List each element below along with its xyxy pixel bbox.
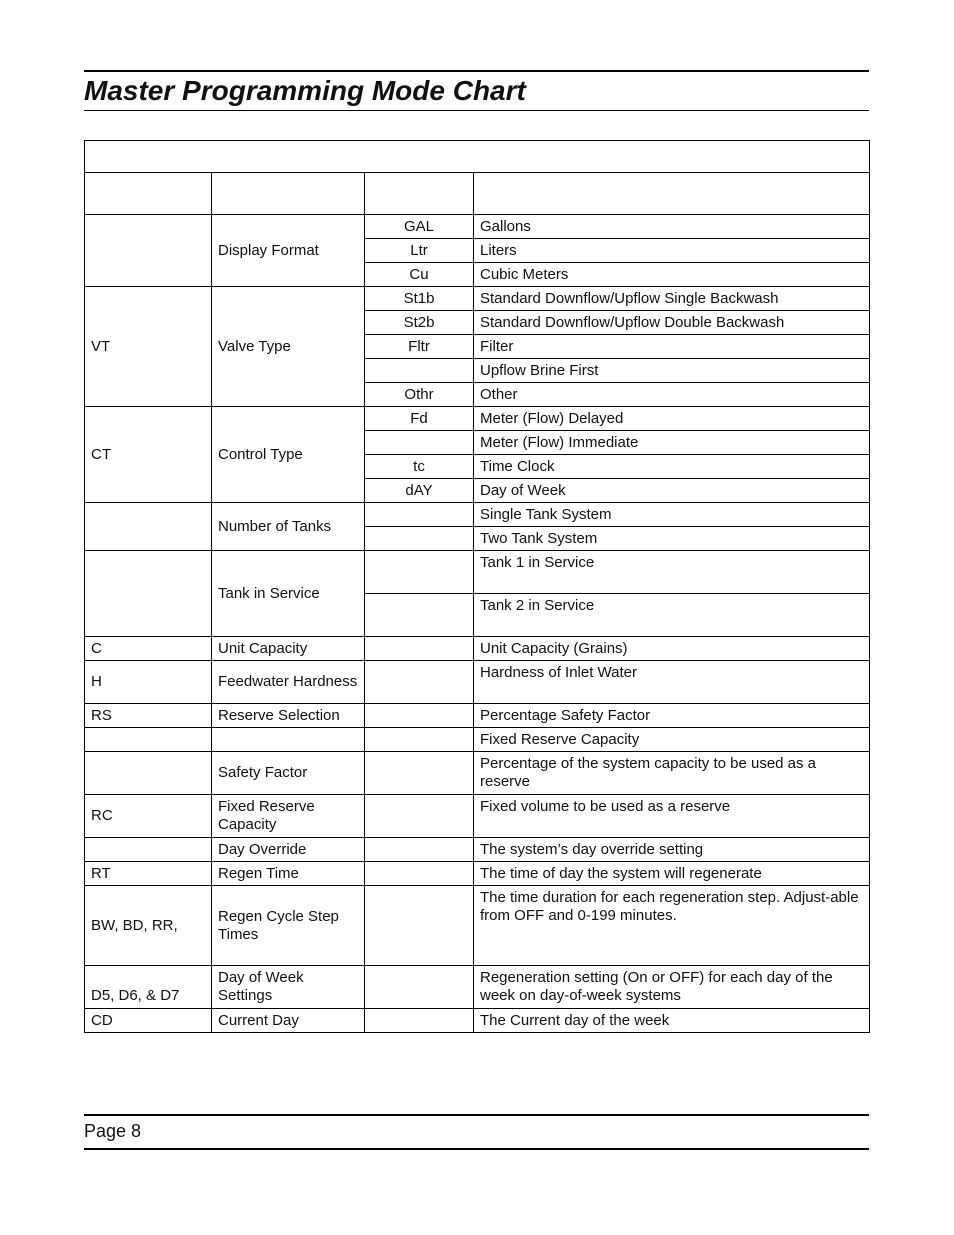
description-cell: The time of day the system will regenerate xyxy=(474,862,870,886)
param-cell: Tank in Service xyxy=(212,551,365,637)
option-code-cell xyxy=(365,704,474,728)
abbr-cell: RT xyxy=(85,862,212,886)
description-cell: Unit Capacity (Grains) xyxy=(474,637,870,661)
table-row xyxy=(85,503,870,527)
param-cell: Unit Capacity xyxy=(212,637,365,661)
description-cell: The Current day of the week xyxy=(474,1009,870,1033)
param-cell: Regen Cycle Step Times xyxy=(212,886,365,966)
option-code-cell: Othr xyxy=(365,383,474,407)
table-row xyxy=(85,966,870,1009)
option-code-cell xyxy=(365,862,474,886)
abbr-cell xyxy=(85,503,212,551)
description-cell: Meter (Flow) Immediate xyxy=(474,431,870,455)
abbr-cell: RS xyxy=(85,704,212,728)
description-cell: Cubic Meters xyxy=(474,263,870,287)
abbr-cell: BW, BD, RR, xyxy=(85,886,212,966)
param-cell: Feedwater Hardness xyxy=(212,661,365,704)
param-cell xyxy=(212,728,365,752)
abbr-cell: H xyxy=(85,661,212,704)
description-cell: Single Tank System xyxy=(474,503,870,527)
param-cell: Day Override xyxy=(212,838,365,862)
option-code-cell: Fd xyxy=(365,407,474,431)
table-caption-cell xyxy=(85,141,870,173)
option-code-cell xyxy=(365,503,474,527)
table-row xyxy=(85,407,870,431)
abbr-cell: CT xyxy=(85,407,212,503)
param-cell: Day of Week Settings xyxy=(212,966,365,1009)
description-cell: Percentage Safety Factor xyxy=(474,704,870,728)
table-row xyxy=(85,862,870,886)
abbr-cell xyxy=(85,838,212,862)
param-cell: Current Day xyxy=(212,1009,365,1033)
option-code-cell xyxy=(365,728,474,752)
header-cell-option xyxy=(365,173,474,215)
header-cell-parameter xyxy=(212,173,365,215)
description-cell: Day of Week xyxy=(474,479,870,503)
param-cell: Reserve Selection xyxy=(212,704,365,728)
option-code-cell xyxy=(365,527,474,551)
description-cell: Percentage of the system capacity to be used as a reserve xyxy=(474,752,870,795)
description-cell: Upflow Brine First xyxy=(474,359,870,383)
header-cell-description xyxy=(474,173,870,215)
description-cell: Tank 1 in Service xyxy=(474,551,870,594)
table-row xyxy=(85,752,870,795)
option-code-cell: St1b xyxy=(365,287,474,311)
description-cell: Fixed Reserve Capacity xyxy=(474,728,870,752)
description-cell: Fixed volume to be used as a reserve xyxy=(474,795,870,838)
option-code-cell xyxy=(365,795,474,838)
option-code-cell xyxy=(365,661,474,704)
option-code-cell xyxy=(365,838,474,862)
description-cell: Tank 2 in Service xyxy=(474,594,870,637)
option-code-cell xyxy=(365,359,474,383)
abbr-cell xyxy=(85,752,212,795)
programming-chart-table xyxy=(84,140,870,1033)
param-cell: Valve Type xyxy=(212,287,365,407)
option-code-cell xyxy=(365,886,474,966)
description-cell: Time Clock xyxy=(474,455,870,479)
header-cell-abbreviation xyxy=(85,173,212,215)
option-code-cell: GAL xyxy=(365,215,474,239)
option-code-cell: dAY xyxy=(365,479,474,503)
option-code-cell xyxy=(365,966,474,1009)
table-row xyxy=(85,637,870,661)
option-code-cell xyxy=(365,551,474,594)
description-cell: Liters xyxy=(474,239,870,263)
description-cell: Other xyxy=(474,383,870,407)
table-row xyxy=(85,886,870,966)
description-cell: Hardness of Inlet Water xyxy=(474,661,870,704)
table-row xyxy=(85,1009,870,1033)
abbr-cell: VT xyxy=(85,287,212,407)
option-code-cell xyxy=(365,594,474,637)
table-caption-row xyxy=(85,141,870,173)
abbr-cell xyxy=(85,728,212,752)
description-cell: Standard Downflow/Upflow Double Backwash xyxy=(474,311,870,335)
table-row xyxy=(85,661,870,704)
option-code-cell xyxy=(365,1009,474,1033)
option-code-cell: Ltr xyxy=(365,239,474,263)
param-cell: Safety Factor xyxy=(212,752,365,795)
description-cell: Two Tank System xyxy=(474,527,870,551)
option-code-cell: Cu xyxy=(365,263,474,287)
table-row xyxy=(85,287,870,311)
description-cell: Filter xyxy=(474,335,870,359)
abbr-cell xyxy=(85,215,212,287)
table-row xyxy=(85,838,870,862)
description-cell: Standard Downflow/Upflow Single Backwash xyxy=(474,287,870,311)
option-code-cell xyxy=(365,431,474,455)
top-rule xyxy=(84,70,869,72)
abbr-cell xyxy=(85,551,212,637)
page-number: Page 8 xyxy=(84,1121,142,1141)
table-row xyxy=(85,795,870,838)
table-row xyxy=(85,728,870,752)
param-cell: Number of Tanks xyxy=(212,503,365,551)
option-code-cell xyxy=(365,637,474,661)
abbr-cell: C xyxy=(85,637,212,661)
option-code-cell: Fltr xyxy=(365,335,474,359)
description-cell: The time duration for each regeneration step. Adjust-able from OFF and 0-199 minutes. xyxy=(474,886,870,966)
param-cell: Regen Time xyxy=(212,862,365,886)
param-cell: Display Format xyxy=(212,215,365,287)
option-code-cell: tc xyxy=(365,455,474,479)
description-cell: Meter (Flow) Delayed xyxy=(474,407,870,431)
footer-top-rule xyxy=(84,1114,869,1116)
abbr-cell: CD xyxy=(85,1009,212,1033)
abbr-cell: D5, D6, & D7 xyxy=(85,966,212,1009)
page-title: Master Programming Mode Chart xyxy=(84,75,526,106)
param-cell: Control Type xyxy=(212,407,365,503)
footer-bottom-rule xyxy=(84,1148,869,1150)
description-cell: Regeneration setting (On or OFF) for each day of the week on day-of-week systems xyxy=(474,966,870,1009)
param-cell: Fixed Reserve Capacity xyxy=(212,795,365,838)
option-code-cell: St2b xyxy=(365,311,474,335)
table-header-row xyxy=(85,173,870,215)
description-cell: Gallons xyxy=(474,215,870,239)
option-code-cell xyxy=(365,752,474,795)
description-cell: The system’s day override setting xyxy=(474,838,870,862)
abbr-cell: RC xyxy=(85,795,212,838)
table-row xyxy=(85,215,870,239)
table-row xyxy=(85,551,870,594)
table-row xyxy=(85,704,870,728)
title-underline xyxy=(84,110,869,111)
